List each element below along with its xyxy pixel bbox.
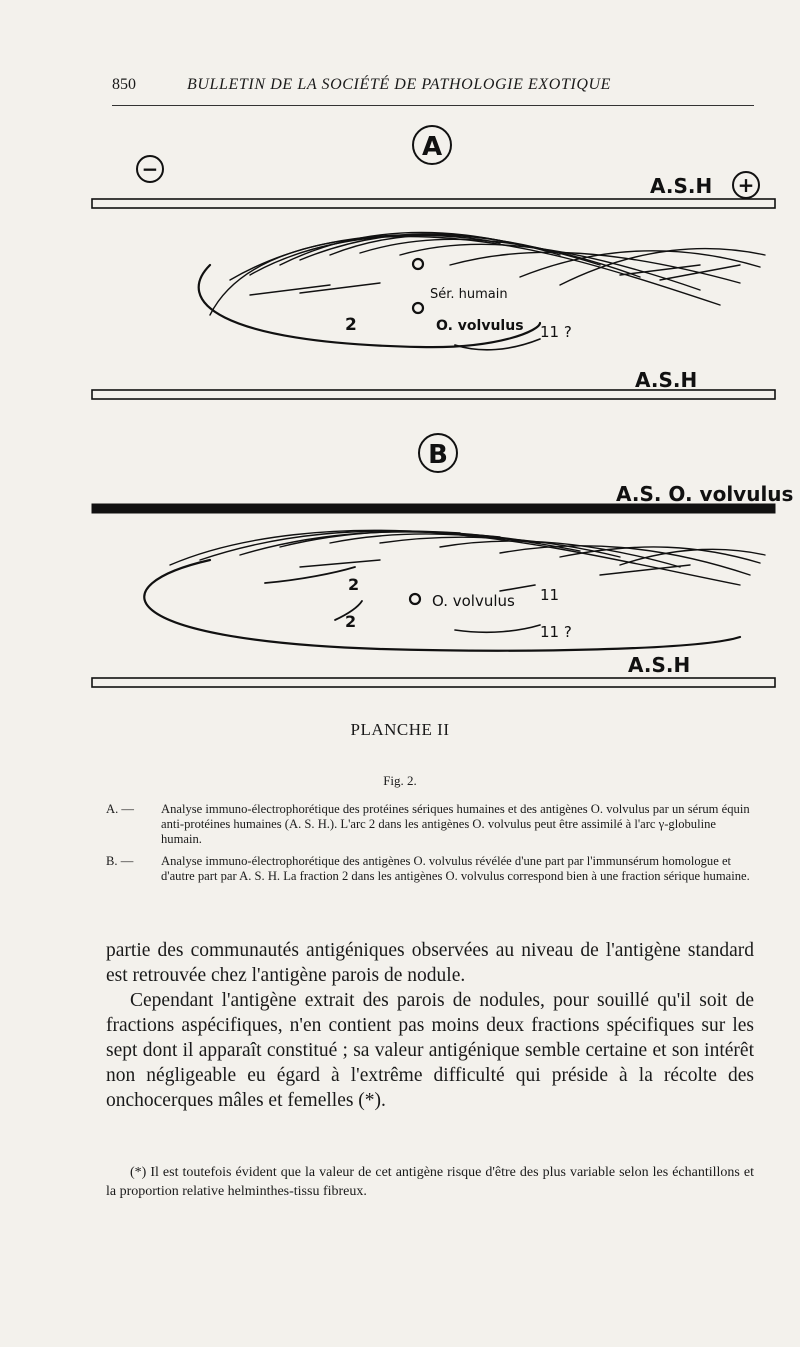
panel-b-arc-2-upper [265,567,355,583]
journal-title: BULLETIN DE LA SOCIÉTÉ DE PATHOLOGIE EXOTIQUE [187,76,612,93]
figure-number: Fig. 2. [383,773,417,788]
body-paragraph-2-text: Cependant l'antigène extrait des parois de nodules, pour souillé qu'il soit de fractions aspécifiques, n'en contient pas moins deux fractions spécifiques sur les sept dont il apparaît constitué ; sa valeur antigénique semble certaine et son intérêt non négligeable eu égard à l'extrême difficulté qui préside à la récolte des onchocerques mâles et femelles (*). [106,990,754,1111]
panel-a-arc-2 [199,265,540,347]
panel-b-bottom-trough-label: A.S.H [628,653,691,677]
immunoelectrophoresis-figure [0,115,800,715]
panel-a-letter: A [421,132,443,162]
panel-b-bottom-trough [92,678,775,687]
panel-a-well-label: Sér. humain [430,287,508,302]
minus-sign: − [141,157,159,181]
panel-a-bottom-trough-label: A.S.H [635,368,698,392]
panel-a-precipitation-arcs [210,232,765,315]
header-rule [112,105,754,106]
page-number: 850 [112,76,136,93]
running-header [112,76,752,100]
panel-b-top-trough-label: A.S. O. volvulus [616,482,794,506]
plus-sign: + [737,173,755,197]
panel-a-well-volvulus [413,303,423,313]
panel-b-arc-11q [455,625,540,632]
panel-b-letter: B [428,440,448,470]
legend-b [106,854,752,884]
panel-b-arc-2-lower-label: 2 [345,612,357,631]
legend-a-lead: A. — [106,802,134,816]
panel-b-arc-11q-label: 11 ? [540,623,572,641]
panel-b-well [410,594,420,604]
legend-a-text: Analyse immuno-électrophorétique des protéines sériques humaines et des antigènes O. volvulus par un sérum équin anti-protéines humaines (A. S. H.). L'arc 2 dans les antigènes O. volvulus peut être assimilé à l'arc γ-globuline humain. [161,802,750,846]
footnote [106,1163,754,1201]
panel-b-precipitation-arcs [170,530,765,585]
panel-b-arc-2-upper-label: 2 [348,575,360,594]
footnote-text: (*) Il est toutefois évident que la valeur de cet antigène risque d'être des plus variable selon les échantillons et la proportion relative helminthes-tissu fibreux. [106,1165,754,1199]
panel-a-well-serum [413,259,423,269]
panel-a-well2-label: O. volvulus [436,318,524,334]
panel-b-arc-11-label: 11 [540,586,560,604]
body-paragraph-1: partie des communautés antigéniques observées au niveau de l'antigène standard est retrouvée chez l'antigène parois de nodule. [106,940,754,986]
legend-a [106,802,752,847]
panel-a-top-trough-label: A.S.H [650,174,713,198]
body-paragraph-2 [106,988,754,1113]
legend-b-text: Analyse immuno-électrophorétique des antigènes O. volvulus révélée d'une part par l'immunsérum homologue et d'autre part par A. S. H. La fraction 2 dans les antigènes O. volvulus correspond bien à une fraction sérique humaine. [161,854,750,883]
panel-a-top-trough [92,199,775,208]
panel-b-well-label: O. volvulus [432,592,515,610]
panel-b-arc-11 [500,585,535,591]
panel-a-arc-11-label: 11 ? [540,323,572,341]
plate-title: PLANCHE II [350,720,450,739]
legend-b-lead: B. — [106,854,134,868]
panel-a-arc-2-label: 2 [345,315,357,335]
